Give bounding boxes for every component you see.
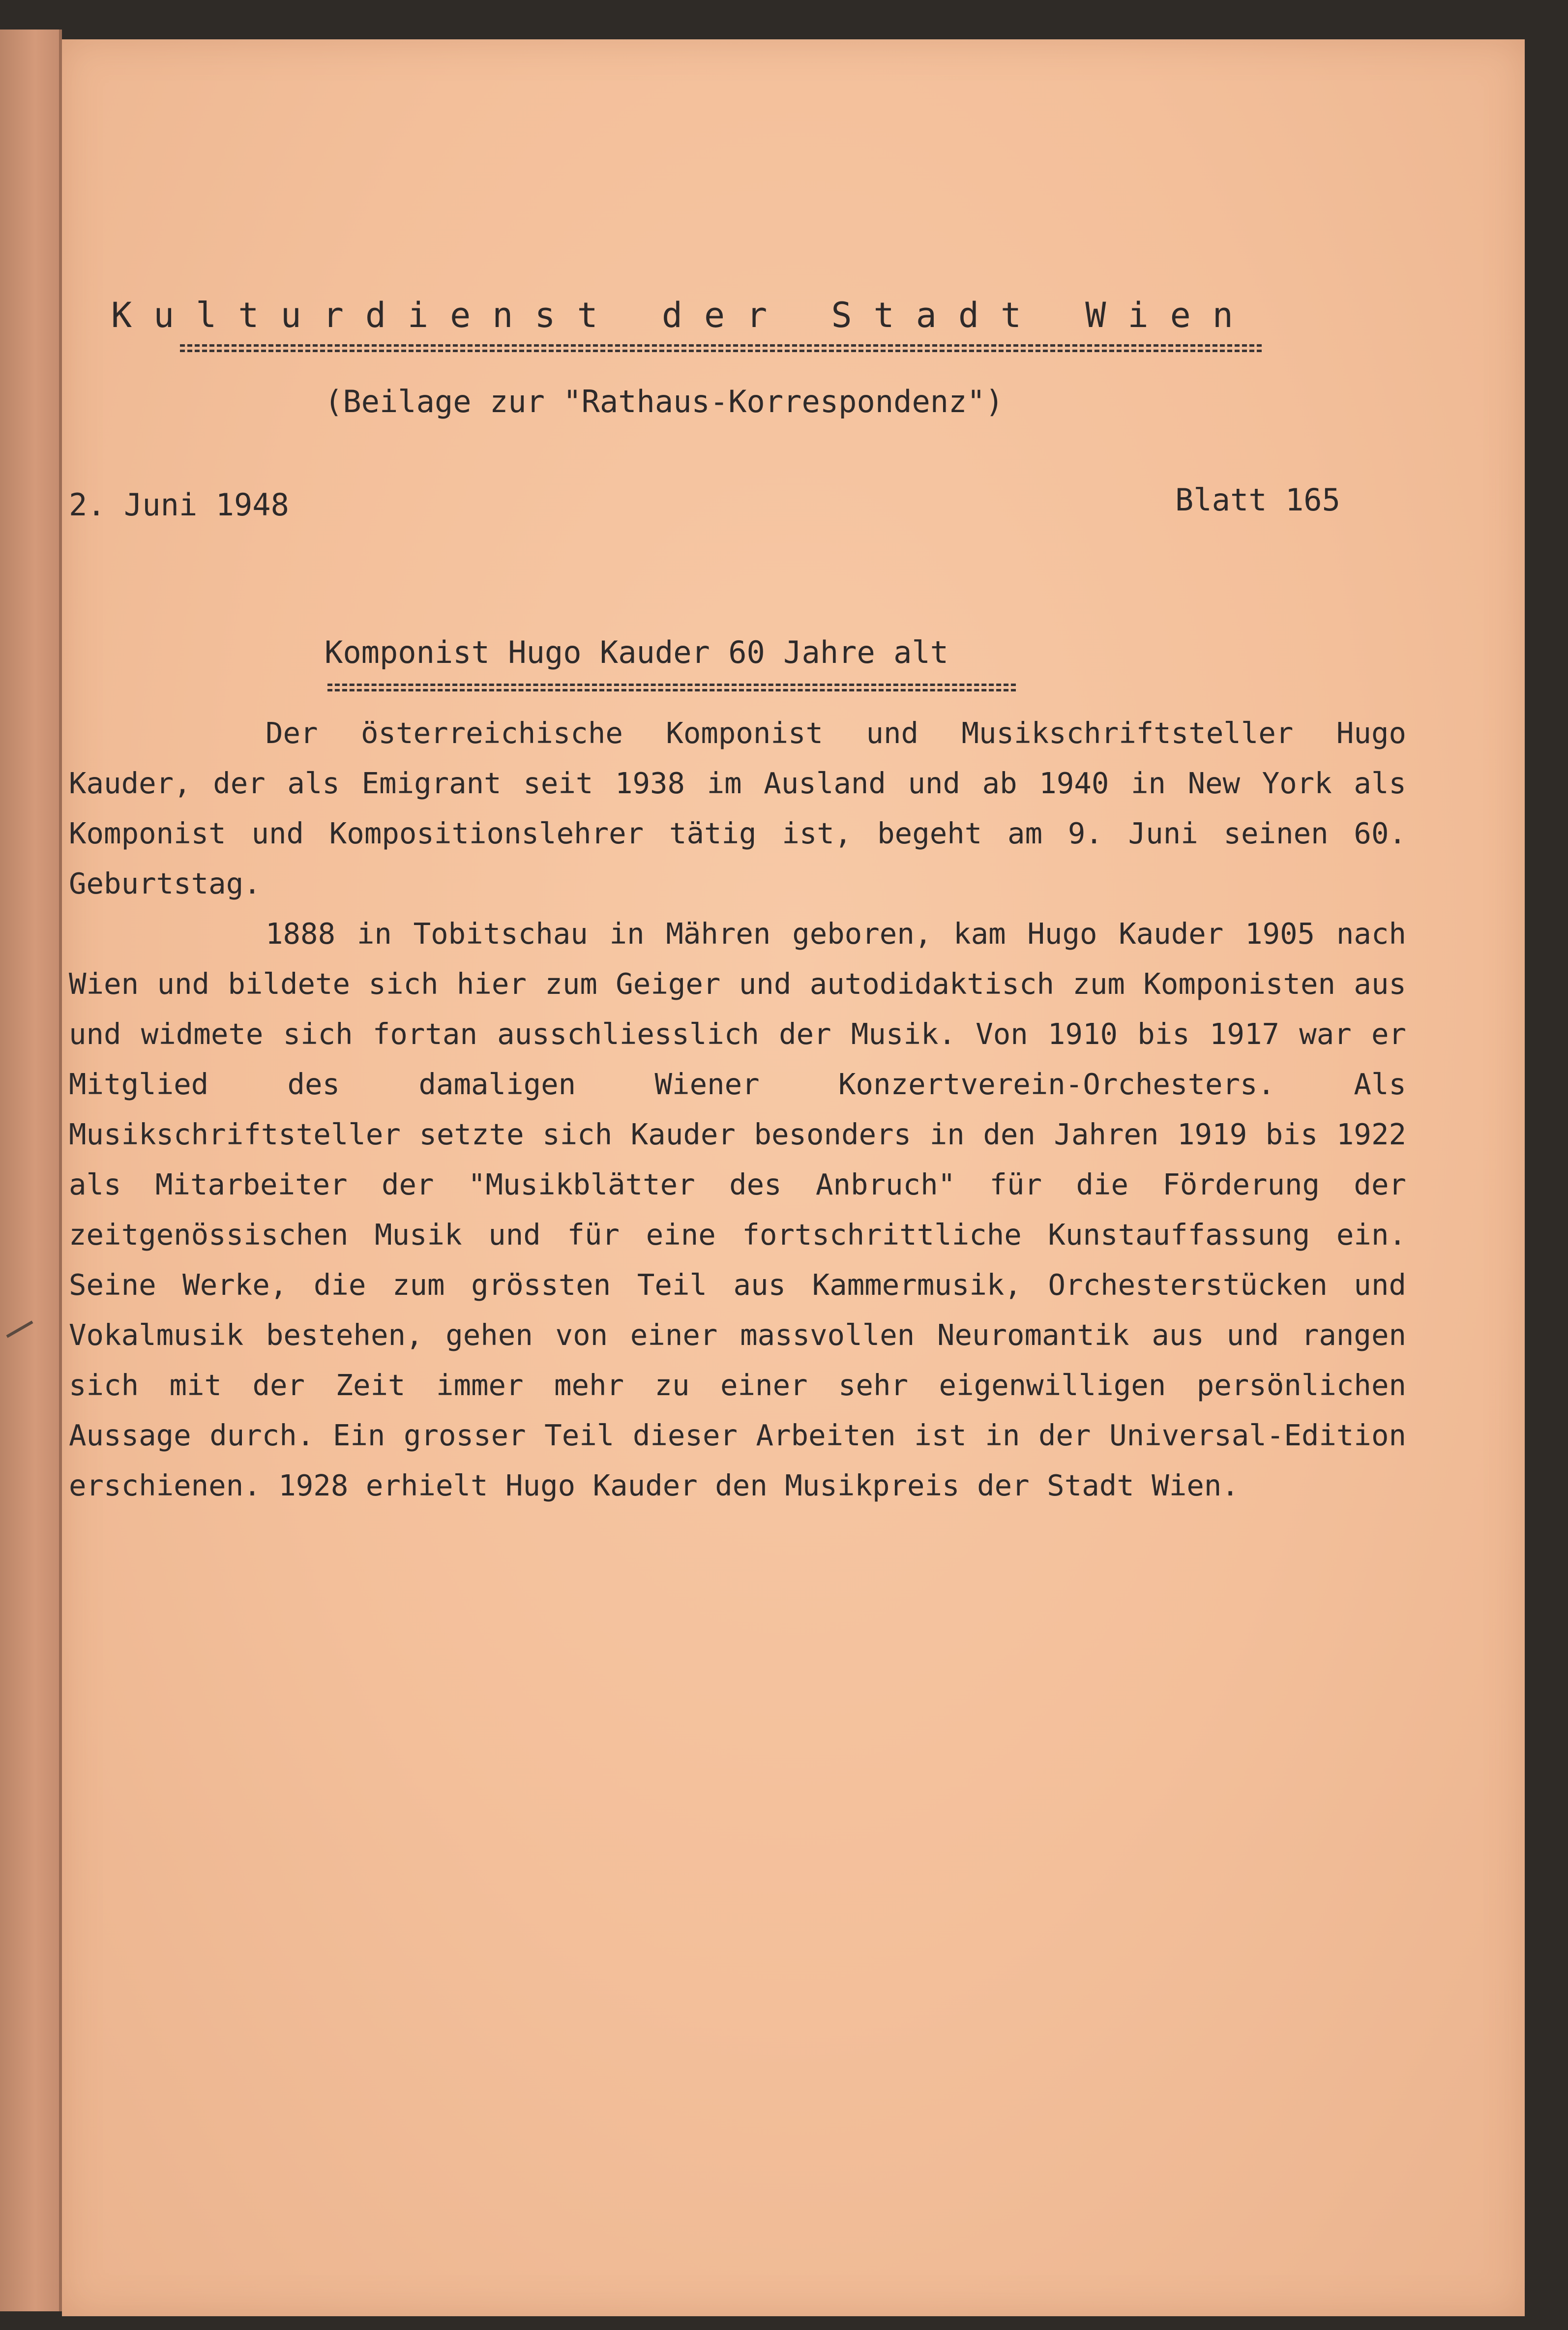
article-title: Komponist Hugo Kauder 60 Jahre alt xyxy=(325,634,949,670)
sheet-number: Blatt 165 xyxy=(1175,482,1340,518)
previous-page-edge xyxy=(0,30,62,2311)
paragraph: 1888 in Tobitschau in Mähren geboren, kam Hugo Kauder 1905 nach Wien und bildete sich hier zum Geiger und autodidaktisch zum Komponisten aus und widmete sich fortan ausschliesslich der Musik. Von 1910 bis 1917 war er Mitglied des damaligen Wiener Konzertverein-Orchesters. Als Musikschriftsteller setzte sich Kauder besonders in den Jahren 1919 bis 1922 als Mitarbeiter der "Musikblätter des Anbruch" für die Förderung der zeitgenössischen Musik und für eine fortschrittliche Kunstauffassung ein. Seine Werke, die zum grössten Teil aus Kammermusik, Orchesterstücken und Vokalmusik bestehen, gehen von einer massvollen Neuromantik aus und rangen sich mit der Zeit immer mehr zu einer sehr eigenwilligen persönlichen Aussage durch. Ein grosser Teil dieser Arbeiten ist in der Universal-Edition erschienen. 1928 erhielt Hugo Kauder den Musikpreis der Stadt Wien. xyxy=(69,917,1406,1502)
document-subtitle: (Beilage zur "Rathaus-Korrespondenz") xyxy=(325,384,1004,419)
paragraph: Der österreichische Komponist und Musikschriftsteller Hugo Kauder, der als Emigrant seit 1938 im Ausland und ab 1940 in New York als Komponist und Kompositionslehrer tätig ist, begeht am 9. Juni seinen 60. Geburtstag. xyxy=(69,716,1406,900)
document-date: 2. Juni 1948 xyxy=(69,487,289,523)
article-body xyxy=(69,708,1406,1511)
heading-underline xyxy=(180,344,1262,352)
article-title-underline xyxy=(327,684,1016,691)
document-heading: Kulturdienst der Stadt Wien xyxy=(111,295,1255,335)
